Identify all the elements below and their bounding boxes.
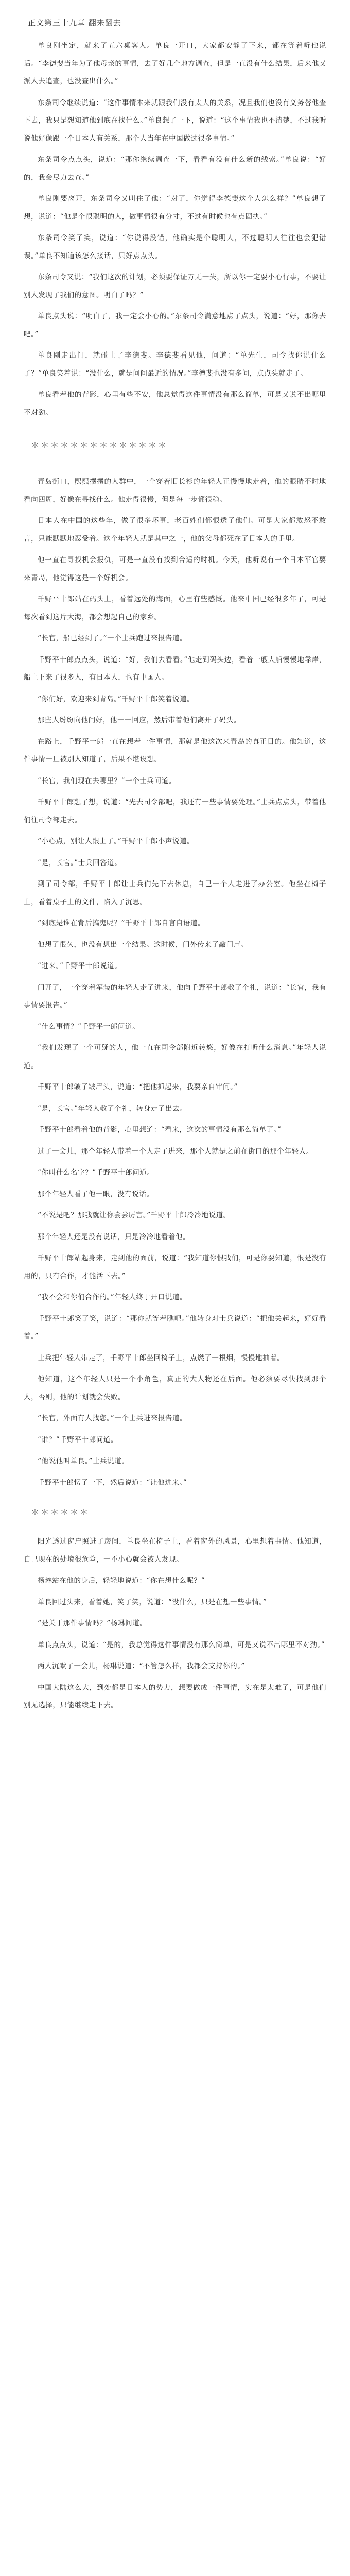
paragraph: 单良刚要离开，东条司令又叫住了他：“对了，你觉得李德斐这个人怎么样？”单良想了想，说道：“他是个很聪明的人，做事情很有分寸，不过有时候也有点固执。”	[24, 195, 326, 221]
paragraph: 中国大陆这么大，到处都是日本人的势力，想要做成一件事情，实在是太难了，可是他们别无选择，只能继续走下去。	[24, 1683, 326, 1709]
paragraph: 过了一会儿，那个年轻人带着一个人走了进来，那个人就是之前在街口的那个年轻人。	[38, 1147, 313, 1156]
chapter-title: 正文第三十九章 翻来翻去	[28, 18, 121, 27]
paragraph: 千野平十郎想了想，说道：“先去司令部吧，我还有一些事情要处理。”士兵点点头，带着他们往司令部走去。	[24, 798, 326, 824]
paragraph: 东条司令点点头，说道：“那你继续调查一下，看看有没有什么新的线索。”单良说：“好的，我会尽力去查。”	[24, 156, 326, 182]
paragraph: 千野平十郎愣了一下，然后说道：“让他进来。”	[38, 1478, 187, 1487]
paragraph: 千野平十郎站在码头上，看着远处的海面，心里有些感慨。他来中国已经很多年了，可是每次看到这片大海，都会想起自己的家乡。	[24, 595, 326, 621]
paragraph: “我不会和你们合作的。”年轻人终于开口说道。	[38, 1293, 187, 1301]
paragraph: 门开了，一个穿着军装的年轻人走了进来，他向千野平十郎敬了个礼，说道：“长官，我有事情要报告。”	[24, 983, 326, 1009]
paragraph: “谁？”千野平十郎问道。	[38, 1435, 118, 1444]
paragraph: 杨琳站在他的身后，轻轻地说道：“你在想什么呢？”	[38, 1577, 205, 1585]
paragraph: 他知道，这个年轻人只是一个小角色，真正的大人物还在后面。他必须要尽快找到那个人，否则，他的计划就会失败。	[24, 1375, 326, 1401]
paragraph: 士兵把年轻人带走了，千野平十郎坐回椅子上，点燃了一根烟，慢慢地抽着。	[38, 1353, 285, 1362]
paragraph: “他说他叫单良。”士兵说道。	[38, 1457, 129, 1465]
paragraph: “是，长官。”士兵回答道。	[38, 858, 122, 867]
paragraph: 日本人在中国的这些年，做了很多坏事，老百姓们都恨透了他们。可是大家都敢怒不敢言，只能默默地忍受着。这个年轻人就是其中之一，他的父母都死在了日本人的手里。	[24, 517, 326, 543]
paragraph: “长官，外面有人找您。”一个士兵进来报告道。	[38, 1414, 187, 1422]
paragraph: 千野平十郎看着他的背影，心里想道：“看来，这次的事情没有那么简单了。”	[38, 1126, 282, 1134]
paragraph: “你们好，欢迎来到青岛。”千野平十郎笑着说道。	[38, 694, 195, 703]
section-2	[24, 473, 326, 1492]
paragraph: 东条司令笑了笑，说道：“你说得没错，他确实是个聪明人，不过聪明人往往也会犯错误。”单良不知道该怎么接话，只好点点头。	[24, 234, 326, 260]
paragraph: 那些人纷纷向他问好，他一一回应，然后带着他们离开了码头。	[38, 716, 241, 724]
paragraph: “进来。”千野平十郎说道。	[38, 962, 122, 970]
paragraph: 千野平十郎点点头，说道：“好，我们去看看。”他走到码头边，看着一艘大船慢慢地靠岸，船上下来了很多人，有日本人，也有中国人。	[24, 655, 326, 682]
paragraph: 千野平十郎皱了皱眉头，说道：“把他抓起来，我要亲自审问。”	[38, 1083, 238, 1091]
paragraph: 在路上，千野平十郎一直在想着一件事情，那就是他这次来青岛的真正目的。他知道，这件事情一旦被别人知道了，后果不堪设想。	[24, 737, 326, 764]
paragraph: 单良点头说：“明白了，我一定会小心的。”东条司令满意地点了点头，说道：“好，那你去吧。”	[24, 312, 326, 338]
paragraph: 单良回过头来，看着她，笑了笑，说道：“没什么，只是在想一些事情。”	[38, 1598, 267, 1606]
paragraph: 他想了很久，也没有想出一个结果。这时候，门外传来了敲门声。	[38, 940, 248, 949]
paragraph: 单良刚坐定，就来了五六桌客人。单良一开口，大家都安静了下来，都在等着听他说话。“李德斐当年为了他母亲的事情，去了好几个地方调查，但是一直没有什么结果，后来他又派人去追查，也没查出什么。”	[24, 42, 326, 86]
paragraph: 到了司令部，千野平十郎让士兵们先下去休息，自己一个人走进了办公室。他坐在椅子上，看着桌子上的文件，陷入了沉思。	[24, 880, 326, 906]
section-divider: ＊＊＊＊＊＊＊＊＊＊＊＊＊＊	[31, 440, 168, 450]
paragraph: “小心点，别让人跟上了。”千野平十郎小声说道。	[38, 837, 195, 845]
paragraph: “是，长官。”年轻人敬了个礼，转身走了出去。	[38, 1104, 187, 1113]
paragraph: “是关于那件事情吗？”杨琳问道。	[38, 1619, 147, 1628]
paragraph: “什么事情？”千野平十郎问道。	[38, 1022, 140, 1031]
paragraph: “长官，船已经到了。”一个士兵跑过来报告道。	[38, 634, 187, 642]
paragraph: “到底是谁在背后搞鬼呢？”千野平十郎自言自语道。	[38, 919, 205, 927]
paragraph: 单良刚走出门，就碰上了李德斐。李德斐看见他，问道：“单先生，司令找你说什么了？”单良笑着说：“没什么，就是问问最近的情况。”李德斐也没有多问，点点头就走了。	[24, 351, 326, 378]
paragraph: 两人沉默了一会儿，杨琳说道：“不管怎么样，我都会支持你的。”	[38, 1662, 246, 1670]
paragraph: 单良看着他的背影，心里有些不安，他总觉得这件事情没有那么简单，可是又说不出哪里不对劲。	[24, 391, 326, 417]
paragraph: “我们发现了一个可疑的人，他一直在司令部附近转悠，好像在打听什么消息。”年轻人说道。	[24, 1044, 326, 1070]
paragraph: 阳光透过窗户照进了房间，单良坐在椅子上，看着窗外的风景，心里想着事情。他知道，自己现在的处境很危险，一不小心就会被人发现。	[24, 1537, 326, 1564]
paragraph: 东条司令继续说道：“这件事情本来就跟我们没有太大的关系，况且我们也没有义务替他查下去，我只是想知道他到底在找什么。”单良想了一下，说道：“这个事情我也不清楚，不过我听说他好像跟一个日本人有关系，那个人当年在中国做过很多事情。”	[24, 98, 326, 143]
paragraph: 那个年轻人看了他一眼，没有说话。	[38, 1190, 154, 1198]
paragraph: “不说是吧？那我就让你尝尝厉害。”千野平十郎冷冷地说道。	[38, 1211, 231, 1219]
paragraph: 千野平十郎笑了笑，说道：“那你就等着瞧吧。”他转身对士兵说道：“把他关起来，好好看着。”	[24, 1314, 326, 1341]
paragraph: “长官，我们现在去哪里？”一个士兵问道。	[38, 776, 176, 785]
paragraph: 东条司令又说：“我们这次的计划，必须要保证万无一失，所以你一定要小心行事，不要让别人发现了我们的意图。明白了吗？”	[24, 273, 326, 299]
paragraph: 千野平十郎站起身来，走到他的面前，说道：“我知道你恨我们，可是你要知道，恨是没有用的，只有合作，才能活下去。”	[24, 1254, 326, 1280]
paragraph: 他一直在寻找机会报仇，可是一直没有找到合适的时机。今天，他听说有一个日本军官要来青岛，他觉得这是一个好机会。	[24, 556, 326, 582]
section-3	[24, 1533, 326, 1715]
paragraph: 那个年轻人还是没有说话，只是冷冷地看着他。	[38, 1232, 190, 1241]
paragraph: 青岛街口，熙熙攘攘的人群中，一个穿着旧长衫的年轻人正慢慢地走着，他的眼睛不时地看向四周，好像在寻找什么。他走得很慢，但是每一步都很稳。	[24, 478, 326, 504]
paragraph: 单良点点头，说道：“是的，我总觉得这件事情没有那么简单，可是又说不出哪里不对劲。”	[38, 1640, 325, 1649]
section-1	[24, 37, 326, 421]
section-divider-short: ＊＊＊＊＊＊	[31, 1507, 90, 1517]
paragraph: “你叫什么名字？”千野平十郎问道。	[38, 1168, 154, 1177]
